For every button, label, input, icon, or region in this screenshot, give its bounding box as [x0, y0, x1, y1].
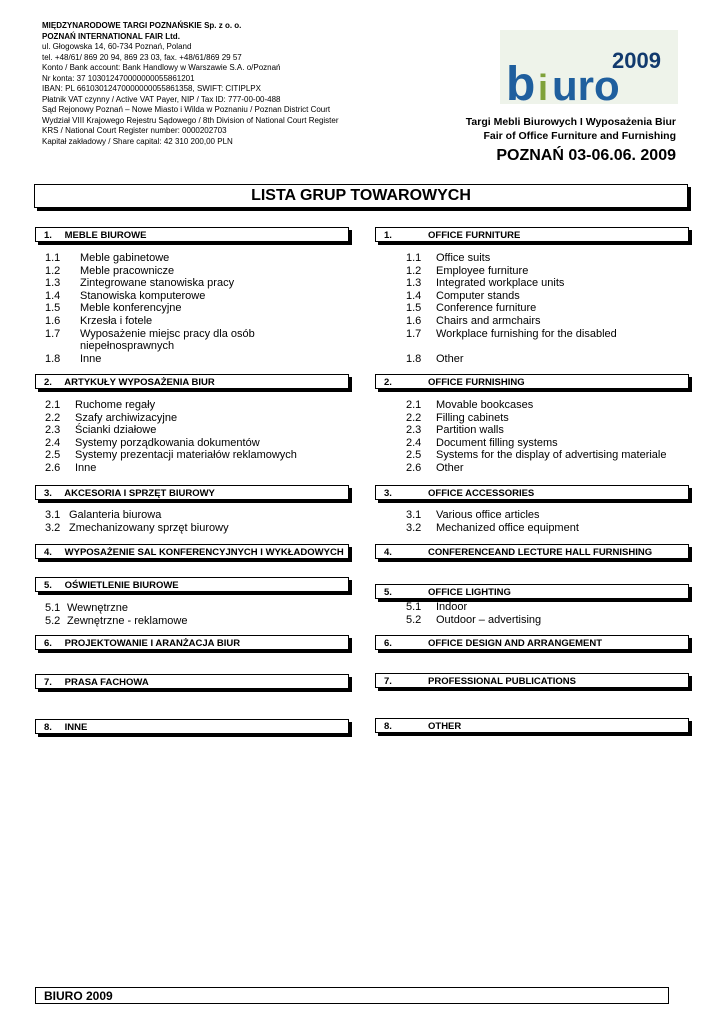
company-vat: Płatnik VAT czynny / Active VAT Payer, NIP / Tax ID: 777-00-00-488 — [42, 94, 281, 104]
list-item: 1.8 Inne — [45, 352, 102, 365]
section-pl-7-header: 7. PRASA FACHOWA — [35, 674, 349, 689]
section-pl-3-items — [45, 509, 345, 534]
footer-label: BIURO 2009 — [35, 987, 669, 1004]
section-en-1-header: 1. OFFICE FURNITURE — [375, 227, 689, 242]
section-en-6-header: 6. OFFICE DESIGN AND ARRANGEMENT — [375, 635, 689, 650]
list-item: 2.3 Ścianki działowe — [45, 424, 157, 437]
section-pl-1-items — [45, 252, 345, 365]
list-item: 2.5 Systems for the display of advertising materiale — [406, 449, 667, 462]
company-info — [42, 21, 339, 147]
list-item: 1.7 Workplace furnishing for the disabled — [406, 327, 617, 340]
company-phone: tel. +48/61/ 869 20 94, 869 23 03, fax. +48/61/869 29 57 — [42, 52, 242, 62]
section-en-4-header: 4. CONFERENCEAND LECTURE HALL FURNISHING — [375, 544, 689, 559]
list-item: 1.4 Computer stands — [406, 289, 520, 302]
fair-name-en: Fair of Office Furniture and Furnishing — [483, 130, 676, 142]
list-item: 1.1 Office suits — [406, 252, 491, 264]
list-item: 5.2 Zewnętrzne - reklamowe — [45, 614, 188, 627]
section-pl-4-header: 4. WYPOSAŻENIE SAL KONFERENCYJNYCH I WYKŁADOWYCH — [35, 544, 349, 559]
list-item: 2.1 Ruchome regały — [45, 399, 156, 411]
list-item: 2.1 Movable bookcases — [406, 399, 534, 411]
list-item: 1.8 Other — [406, 352, 464, 365]
fair-info — [466, 115, 676, 167]
section-pl-6-header: 6. PROJEKTOWANIE I ARANŻACJA BIUR — [35, 635, 349, 650]
section-pl-3-header: 3. AKCESORIA I SPRZĘT BIUROWY — [35, 485, 349, 500]
section-en-5-items — [406, 601, 696, 626]
svg-text:b: b — [506, 58, 535, 104]
list-item: 1.5 Meble konferencyjne — [45, 302, 182, 315]
list-item: 3.2 Mechanized office equipment — [406, 521, 579, 534]
list-item: 1.1 Meble gabinetowe — [45, 252, 170, 264]
page-title: LISTA GRUP TOWAROWYCH — [34, 184, 688, 208]
fair-date: POZNAŃ 03-06.06. 2009 — [496, 147, 676, 164]
list-item: 5.2 Outdoor – advertising — [406, 613, 542, 626]
list-item: 1.7 Wyposażenie miejsc pracy dla osób niepełnosprawnych — [45, 327, 255, 353]
company-account: Nr konta: 37 103012470000000055861201 — [42, 73, 195, 83]
logo-year: 2009 — [612, 48, 661, 73]
section-en-5-header: 5. OFFICE LIGHTING — [375, 584, 689, 599]
section-pl-5-header: 5. OŚWIETLENIE BIUROWE — [35, 577, 349, 592]
section-en-3-header: 3. OFFICE ACCESSORIES — [375, 485, 689, 500]
list-item: 1.2 Meble pracownicze — [45, 264, 175, 277]
list-item: 1.5 Conference furniture — [406, 302, 537, 315]
company-address: ul. Głogowska 14, 60-734 Poznań, Poland — [42, 42, 192, 51]
list-item: 1.3 Zintegrowane stanowiska pracy — [45, 277, 235, 290]
list-item: 1.4 Stanowiska komputerowe — [45, 289, 206, 302]
list-item: 1.6 Chairs and armchairs — [406, 314, 541, 327]
list-item: 2.2 Szafy archiwizacyjne — [45, 411, 178, 424]
section-en-1-items — [406, 252, 696, 365]
section-en-2-items — [406, 399, 696, 475]
company-bank: Konto / Bank account: Bank Handlowy w Warszawie S.A. o/Poznań — [42, 63, 281, 72]
list-item: 2.4 Document filling systems — [406, 436, 558, 449]
company-court: Sąd Rejonowy Poznań – Nowe Miasto i Wilda w Poznaniu / Poznan District Court — [42, 105, 331, 114]
company-register-division: Wydział VIII Krajowego Rejestru Sądowego / 8th Division of National Court Register — [42, 115, 339, 125]
section-pl-2-header: 2. ARTYKUŁY WYPOSAŻENIA BIUR — [35, 374, 349, 389]
list-item: 2.3 Partition walls — [406, 424, 504, 437]
section-en-2-header: 2. OFFICE FURNISHING — [375, 374, 689, 389]
list-item: 2.2 Filling cabinets — [406, 411, 509, 424]
section-pl-5-items — [45, 602, 345, 627]
biuro-logo — [500, 30, 678, 104]
company-name-pl: MIĘDZYNARODOWE TARGI POZNAŃSKIE Sp. z o. o. — [42, 21, 242, 30]
company-capital: Kapitał zakładowy / Share capital: 42 310 200,00 PLN — [42, 136, 233, 146]
section-en-7-header: 7. PROFESSIONAL PUBLICATIONS — [375, 673, 689, 688]
list-item: 1.3 Integrated workplace units — [406, 277, 565, 290]
fair-name-pl: Targi Mebli Biurowych I Wyposażenia Biur — [465, 116, 676, 128]
company-name-en: POZNAŃ INTERNATIONAL FAIR Ltd. — [42, 31, 180, 41]
list-item: 3.1 Galanteria biurowa — [45, 509, 162, 521]
section-pl-8-header: 8. INNE — [35, 719, 349, 734]
svg-text:i: i — [538, 67, 549, 104]
section-pl-1-header: 1. MEBLE BIUROWE — [35, 227, 349, 242]
list-item: 2.6 Inne — [45, 461, 97, 474]
list-item: 5.1 Wewnętrzne — [45, 602, 128, 614]
list-item: 2.6 Other — [406, 461, 464, 474]
section-en-8-header: 8. OTHER — [375, 718, 689, 733]
list-item: 2.4 Systemy porządkowania dokumentów — [45, 436, 260, 449]
list-item: 2.5 Systemy prezentacji materiałów reklamowych — [45, 449, 297, 462]
company-krs: KRS / National Court Register number: 0000202703 — [42, 126, 227, 135]
svg-text:uro: uro — [552, 62, 620, 104]
list-item: 5.1 Indoor — [406, 601, 468, 613]
list-item: 3.2 Zmechanizowany sprzęt biurowy — [45, 521, 229, 534]
list-item: 3.1 Various office articles — [406, 509, 540, 521]
list-item: 1.2 Employee furniture — [406, 264, 529, 277]
list-item: 1.6 Krzesła i fotele — [45, 314, 153, 327]
section-pl-2-items — [45, 399, 345, 475]
company-iban: IBAN: PL 66103012470000000055861358, SWIFT: CITIPLPX — [42, 84, 261, 93]
section-en-3-items — [406, 509, 696, 534]
